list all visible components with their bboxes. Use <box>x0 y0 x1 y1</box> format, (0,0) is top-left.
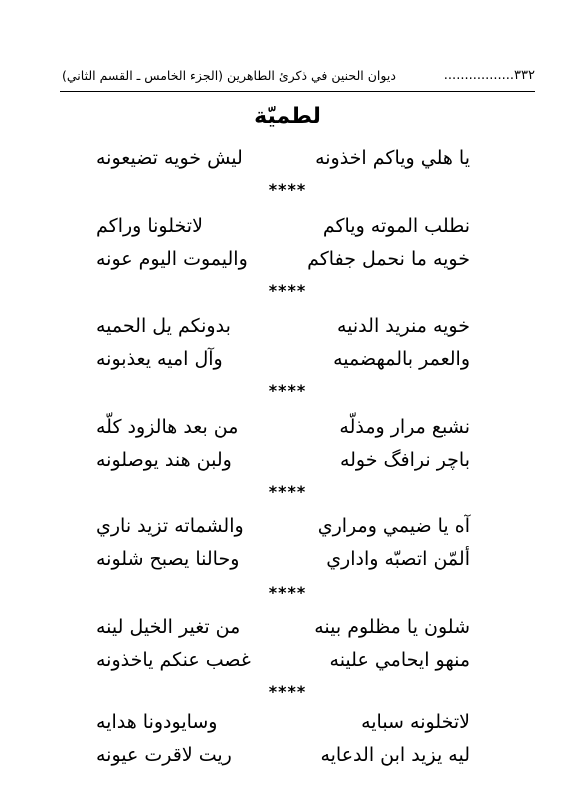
verse-left-hemistich: واليموت اليوم عونه <box>96 248 248 270</box>
leader-dots: ................. <box>443 67 515 83</box>
verse-right-hemistich: ألمّن اتصبّه واداري <box>326 548 470 570</box>
verse-left-hemistich: من بعد هالزود كلّه <box>96 416 239 438</box>
page-number-value: ٣٣٢ <box>514 67 535 83</box>
verse-line <box>96 244 470 274</box>
stanza-separator: **** <box>268 381 307 400</box>
verse-line <box>96 645 470 675</box>
verse-line <box>96 311 470 341</box>
verse-left-hemistich: غصب عنكم ياخذونه <box>96 649 251 671</box>
verse-right-hemistich: لاتخلونه سبايه <box>361 711 470 733</box>
verse-right-hemistich: يا هلي وياكم اخذونه <box>315 147 470 169</box>
verse-left-hemistich: والشماته تزيد ناري <box>96 515 244 537</box>
verse-left-hemistich: وآل اميه يعذبونه <box>96 348 223 370</box>
verse-right-hemistich: نطلب الموته وياكم <box>322 215 470 237</box>
verse-right-hemistich: والعمر بالمهضميه <box>333 348 470 370</box>
verse-line <box>96 445 470 475</box>
stanza-separator: **** <box>268 482 307 501</box>
verse-left-hemistich: ريت لاقرت عيونه <box>96 744 232 766</box>
verse-line <box>96 511 470 541</box>
verse-right-hemistich: منهو ايحامي علينه <box>329 649 470 671</box>
verse-right-hemistich: آه يا ضيمي ومراري <box>317 515 470 537</box>
verse-right-hemistich: ليه يزيد ابن الدعايه <box>320 744 470 766</box>
poem-title: لطميّة <box>254 104 321 129</box>
verse-right-hemistich: خويه ما نحمل جفاكم <box>307 248 470 270</box>
running-title: ديوان الحنين في ذكرئ الطاهرين (الجزء الخامس ـ القسم الثاني) <box>62 67 396 83</box>
verse-left-hemistich: بدونكم يل الحميه <box>96 315 231 337</box>
verse-right-hemistich: شلون يا مظلوم بينه <box>314 616 470 638</box>
verse-left-hemistich: ولبن هند يوصلونه <box>96 449 232 471</box>
verse-left-hemistich: لاتخلونا وراكم <box>96 215 203 237</box>
verse-left-hemistich: وسايودونا هدايه <box>96 711 218 733</box>
verse-line <box>96 344 470 374</box>
verse-line <box>96 412 470 442</box>
stanza-separator: **** <box>268 281 307 300</box>
verse-line <box>96 612 470 642</box>
verse-right-hemistich: نشبع مرار ومذلّه <box>339 416 470 438</box>
verse-right-hemistich: خويه منريد الدنيه <box>336 315 470 337</box>
verse-line <box>96 211 470 241</box>
verse-left-hemistich: وحالنا يصبح شلونه <box>96 548 240 570</box>
verse-left-hemistich: من تغير الخيل لينه <box>96 616 241 638</box>
verse-right-hemistich: باچر نرافگ خوله <box>339 449 470 471</box>
verse-line <box>96 544 470 574</box>
stanza-separator: **** <box>268 682 307 701</box>
stanza-separator: **** <box>268 583 307 602</box>
verse-left-hemistich: ليش خويه تضيعونه <box>96 147 243 169</box>
verse-line <box>96 143 470 173</box>
verse-line <box>96 740 470 770</box>
stanza-separator: **** <box>268 180 307 199</box>
verse-line <box>96 707 470 737</box>
